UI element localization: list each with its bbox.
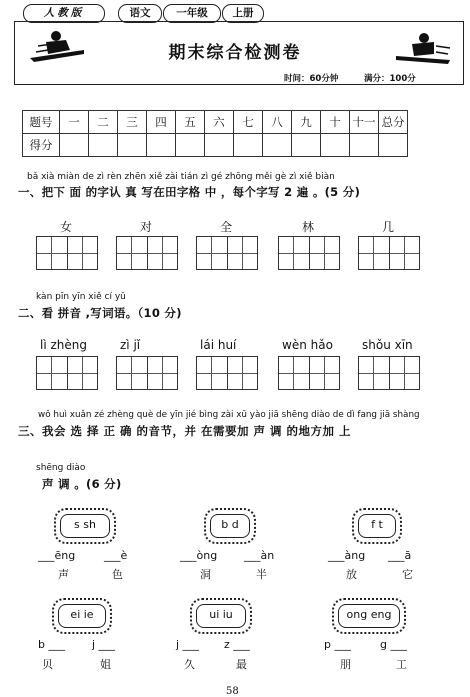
- tianzige-cell[interactable]: [279, 357, 310, 389]
- score-table-header-cell: 二: [89, 111, 118, 134]
- q1-writing-grid[interactable]: [36, 236, 98, 270]
- score-table-header-cell: 题号: [23, 111, 60, 134]
- q2-pinyin-label: zì jǐ: [120, 338, 141, 352]
- time-label: 时间：60分钟: [284, 74, 339, 84]
- score-table-header-cell: 三: [118, 111, 147, 134]
- score-entry-cell[interactable]: [176, 134, 205, 157]
- q3-blank[interactable]: j ___: [176, 638, 200, 651]
- score-table-header-row: [23, 111, 408, 134]
- tianzige-cell[interactable]: [228, 237, 258, 269]
- q3-char: 工: [396, 658, 407, 671]
- tianzige-cell[interactable]: [359, 357, 390, 389]
- q3-choice-box: [352, 508, 402, 544]
- score-entry-cell[interactable]: [118, 134, 147, 157]
- q3-choice-box: [190, 598, 252, 634]
- q3-char: 半: [256, 568, 267, 581]
- page-number: 58: [226, 686, 239, 697]
- tianzige-cell[interactable]: [37, 237, 68, 269]
- q3-char: 朋: [340, 658, 351, 671]
- tianzige-cell[interactable]: [197, 237, 228, 269]
- q3-char: 姐: [100, 658, 111, 671]
- q3-instruction: 三、我会 选 择 正 确 的音节，并 在需要加 声 调 的地方加 上: [18, 424, 352, 438]
- q3-pinyin: wǒ huì xuǎn zé zhèng què de yīn jié bìng zài xū yào jiā shēng diào de dì fang jiā shàng: [38, 410, 420, 420]
- tianzige-cell[interactable]: [68, 357, 98, 389]
- score-entry-cell[interactable]: [234, 134, 263, 157]
- q1-char-label: 全: [219, 220, 232, 234]
- tianzige-cell[interactable]: [68, 237, 98, 269]
- q2-pinyin: kàn pīn yīn xiě cí yǔ: [36, 292, 126, 302]
- q2-writing-grid[interactable]: [278, 356, 340, 390]
- score-table-row-label: 得分: [23, 134, 60, 157]
- tianzige-cell[interactable]: [197, 357, 228, 389]
- q3-char: 洞: [200, 568, 211, 581]
- tianzige-cell[interactable]: [359, 237, 390, 269]
- q3-blank[interactable]: ___àng: [328, 549, 366, 562]
- tianzige-cell[interactable]: [390, 357, 420, 389]
- q2-instruction: 二、看 拼音 ,写词语。（10 分): [18, 306, 182, 320]
- score-table-header-cell: 九: [292, 111, 321, 134]
- q3-char: 贝: [42, 658, 53, 671]
- score-table: [22, 110, 408, 157]
- q3-choice-options: s sh: [60, 514, 110, 538]
- q3-blank[interactable]: ___òng: [180, 549, 218, 562]
- tianzige-cell[interactable]: [148, 237, 178, 269]
- q3-blank[interactable]: z ___: [224, 638, 250, 651]
- score-entry-cell[interactable]: [89, 134, 118, 157]
- publisher-tag: 人教版: [23, 4, 105, 23]
- term-tag: 上册: [222, 4, 264, 23]
- tianzige-cell[interactable]: [117, 357, 148, 389]
- q3-blank[interactable]: ___ēng: [38, 549, 76, 562]
- tianzige-cell[interactable]: [228, 357, 258, 389]
- q3-choice-options: ui iu: [196, 604, 246, 628]
- q3-char: 声: [58, 568, 69, 581]
- q1-writing-grid[interactable]: [278, 236, 340, 270]
- q3-blank[interactable]: ___àn: [244, 549, 275, 562]
- q2-writing-grid[interactable]: [36, 356, 98, 390]
- score-entry-cell[interactable]: [321, 134, 350, 157]
- q3-blank[interactable]: ___ā: [388, 549, 412, 562]
- q2-writing-grid[interactable]: [196, 356, 258, 390]
- q3-choice-box: [52, 598, 112, 634]
- q3-pinyin-2: shēng diào: [36, 463, 86, 473]
- q3-choice-options: ong eng: [338, 604, 400, 628]
- q3-blank[interactable]: ___è: [104, 549, 128, 562]
- q1-char-label: 女: [59, 220, 72, 234]
- q1-writing-grid[interactable]: [116, 236, 178, 270]
- q1-pinyin: bǎ xià miàn de zì rèn zhēn xiě zài tián zì gé zhōng měi gè zì xiě biàn: [27, 172, 335, 182]
- q3-char: 色: [112, 568, 123, 581]
- page-title: 期末综合检测卷: [168, 43, 302, 63]
- q3-blank[interactable]: p ___: [324, 638, 351, 651]
- q2-writing-grid[interactable]: [358, 356, 420, 390]
- score-entry-cell[interactable]: [379, 134, 408, 157]
- score-table-header-cell: 六: [205, 111, 234, 134]
- q3-choice-box: [54, 508, 116, 544]
- q2-pinyin-label: shǒu xīn: [362, 338, 413, 352]
- score-table-header-cell: 总分: [379, 111, 408, 134]
- q3-instruction-2: 声 调 。(6 分): [42, 477, 122, 491]
- score-entry-cell[interactable]: [263, 134, 292, 157]
- score-table-header-cell: 一: [60, 111, 89, 134]
- score-table-header-cell: 十: [321, 111, 350, 134]
- tianzige-cell[interactable]: [390, 237, 420, 269]
- q1-writing-grid[interactable]: [196, 236, 258, 270]
- score-table-header-cell: 八: [263, 111, 292, 134]
- tianzige-cell[interactable]: [279, 237, 310, 269]
- score-table-header-cell: 四: [147, 111, 176, 134]
- score-table-header-cell: 七: [234, 111, 263, 134]
- q3-choice-box: [204, 508, 256, 544]
- q3-blank[interactable]: b ___: [38, 638, 65, 651]
- tianzige-cell[interactable]: [117, 237, 148, 269]
- q3-choice-options: ei ie: [58, 604, 106, 628]
- q3-char: 久: [184, 658, 195, 671]
- score-entry-cell[interactable]: [350, 134, 379, 157]
- q1-char-label: 林: [301, 220, 314, 234]
- tianzige-cell[interactable]: [148, 357, 178, 389]
- q2-pinyin-label: wèn hǎo: [282, 338, 333, 352]
- q3-choice-options: f t: [358, 514, 396, 538]
- q3-char: 放: [346, 568, 357, 581]
- tianzige-cell[interactable]: [310, 237, 340, 269]
- tianzige-cell[interactable]: [37, 357, 68, 389]
- q3-blank[interactable]: j ___: [92, 638, 116, 651]
- q3-char: 它: [402, 568, 413, 581]
- score-entry-cell[interactable]: [292, 134, 321, 157]
- subject-tag: 语文: [118, 4, 162, 23]
- score-entry-cell[interactable]: [205, 134, 234, 157]
- score-entry-cell[interactable]: [60, 134, 89, 157]
- q3-blank[interactable]: g ___: [380, 638, 407, 651]
- q2-pinyin-label: lì zhèng: [40, 338, 87, 352]
- score-entry-cell[interactable]: [147, 134, 176, 157]
- q1-char-label: 几: [381, 220, 394, 234]
- q1-char-label: 对: [139, 220, 152, 234]
- q2-writing-grid[interactable]: [116, 356, 178, 390]
- q3-choice-options: b d: [210, 514, 250, 538]
- q2-pinyin-label: lái huí: [200, 338, 237, 352]
- score-table-header-cell: 五: [176, 111, 205, 134]
- q1-instruction: 一、把下 面 的字认 真 写在田字格 中 ，每个字写 2 遍 。(5 分): [18, 185, 361, 199]
- score-table-score-row: [23, 134, 408, 157]
- q1-writing-grid[interactable]: [358, 236, 420, 270]
- tianzige-cell[interactable]: [310, 357, 340, 389]
- score-label: 满分：100分: [364, 74, 416, 84]
- grade-tag: 一年级: [163, 4, 221, 23]
- q3-char: 最: [236, 658, 247, 671]
- score-table-header-cell: 十一: [350, 111, 379, 134]
- q3-choice-box: [332, 598, 406, 634]
